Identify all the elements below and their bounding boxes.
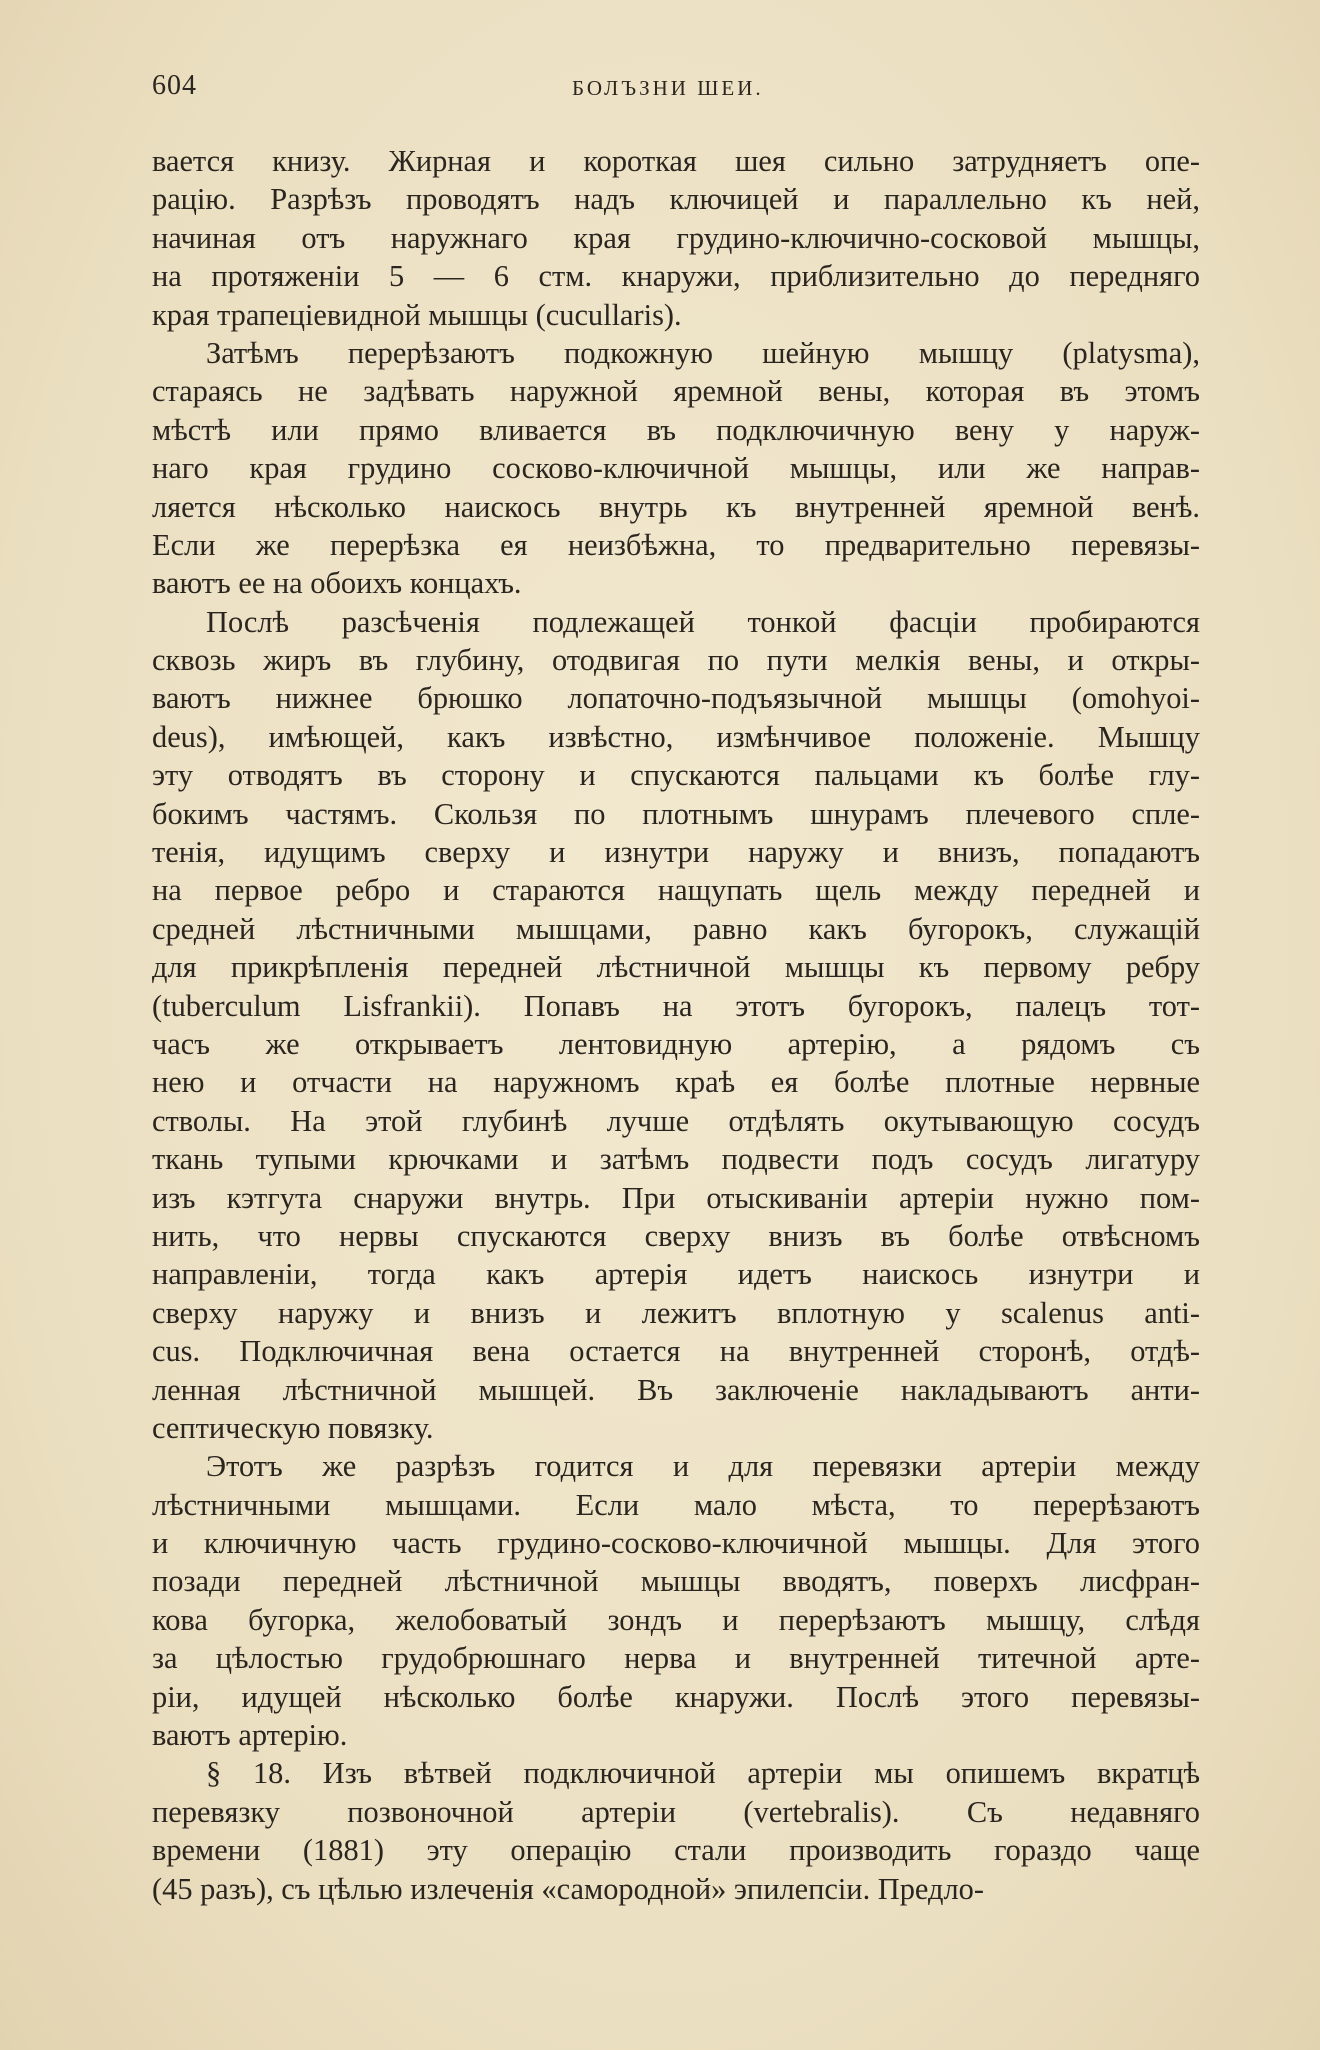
page-number: 604: [152, 70, 197, 101]
text-line: ткань тупыми крючками и затѣмъ подвести подъ сосудъ лигатуру: [152, 1142, 1200, 1177]
text-line: Послѣ разсѣченія подлежащей тонкой фасціи пробираются: [206, 604, 1200, 639]
text-line: лѣстничными мышцами. Если мало мѣста, то перерѣзаютъ: [152, 1487, 1200, 1522]
text-line: ваютъ ее на обоихъ концахъ.: [152, 566, 522, 601]
text-line: стволы. На этой глубинѣ лучше отдѣлять окутывающую сосудъ: [152, 1103, 1200, 1138]
text-line: нить, что нервы спускаются сверху внизъ въ болѣе отвѣсномъ: [152, 1218, 1200, 1253]
text-line: и ключичную часть грудино-сосково-ключичной мышцы. Для этого: [152, 1526, 1200, 1561]
text-line: изъ кэтгута снаружи внутрь. При отыскиваніи артеріи нужно пом-: [152, 1180, 1200, 1215]
text-line: часъ же открываетъ лентовидную артерію, а рядомъ съ: [152, 1026, 1200, 1061]
text-line: бокимъ частямъ. Скользя по плотнымъ шнурамъ плечевого спле-: [152, 796, 1200, 831]
text-line: сверху наружу и внизъ и лежитъ вплотную у scalenus anti-: [152, 1295, 1200, 1330]
text-line: Если же перерѣзка ея неизбѣжна, то предварительно перевязы-: [152, 527, 1200, 562]
text-line: сквозь жиръ въ глубину, отодвигая по пути мелкія вены, и откры-: [152, 643, 1200, 678]
text-line: ленная лѣстничной мышцей. Въ заключеніе накладываютъ анти-: [152, 1372, 1200, 1407]
text-line: эту отводятъ въ сторону и спускаются пальцами къ болѣе глу-: [152, 758, 1200, 793]
text-line: ріи, идущей нѣсколько болѣе кнаружи. Послѣ этого перевязы-: [152, 1679, 1200, 1714]
text-line: ваютъ нижнее брюшко лопаточно-подъязычной мышцы (omohyoi-: [152, 681, 1200, 716]
text-line: вается книзу. Жирная и короткая шея сильно затрудняетъ опе-: [152, 144, 1200, 178]
text-line: септическую повязку.: [152, 1410, 434, 1445]
text-line: позади передней лѣстничной мышцы вводятъ, поверхъ лисфран-: [152, 1564, 1200, 1599]
running-title: БОЛЪЗНИ ШЕИ.: [572, 76, 764, 100]
text-line: тенія, идущимъ сверху и изнутри наружу и внизъ, попадаютъ: [152, 835, 1200, 870]
text-line: Этотъ же разрѣзъ годится и для перевязки артеріи между: [206, 1449, 1200, 1484]
page-header: [152, 70, 1200, 110]
body-text: [152, 142, 1200, 1908]
text-line: края трапеціевидной мышцы (cucullaris).: [152, 297, 682, 332]
paragraph: [152, 603, 1200, 1448]
text-line: (45 разъ), съ цѣлью излеченія «самородной» эпилепсіи. Предло-: [152, 1871, 984, 1906]
text-line: ваютъ артерію.: [152, 1718, 348, 1753]
text-line: за цѣлостью грудобрюшнаго нерва и внутренней титечной арте-: [152, 1641, 1200, 1676]
text-line: cus. Подключичная вена остается на внутренней сторонѣ, отдѣ-: [152, 1334, 1200, 1369]
text-line: для прикрѣпленія передней лѣстничной мышцы къ первому ребру: [152, 950, 1200, 985]
paragraph: [152, 1754, 1200, 1908]
text-line: рацію. Разрѣзъ проводятъ надъ ключицей и параллельно къ ней,: [152, 182, 1200, 217]
paragraph: [152, 142, 1200, 334]
text-line: стараясь не задѣвать наружной яремной вены, которая въ этомъ: [152, 374, 1200, 409]
text-line: кова бугорка, желобоватый зондъ и перерѣзаютъ мышцу, слѣдя: [152, 1602, 1200, 1637]
paragraph: [152, 1447, 1200, 1754]
text-line: deus), имѣющей, какъ извѣстно, измѣнчивое положеніе. Мышцу: [152, 719, 1200, 754]
text-line: начиная отъ наружнаго края грудино-ключично-сосковой мышцы,: [152, 220, 1200, 255]
text-line: § 18. Изъ вѣтвей подключичной артеріи мы опишемъ вкратцѣ: [206, 1756, 1200, 1791]
text-line: на протяженіи 5 — 6 стм. кнаружи, приблизительно до передняго: [152, 259, 1200, 294]
text-line: направленіи, тогда какъ артерія идетъ наискось изнутри и: [152, 1257, 1200, 1292]
paragraph: [152, 334, 1200, 603]
text-line: средней лѣстничными мышцами, равно какъ бугорокъ, служащій: [152, 911, 1200, 946]
text-line: (tuberculum Lisfrankii). Попавъ на этотъ бугорокъ, палецъ тот-: [152, 988, 1200, 1023]
text-line: перевязку позвоночной артеріи (vertebralis). Съ недавняго: [152, 1794, 1200, 1829]
text-line: Затѣмъ перерѣзаютъ подкожную шейную мышцу (platysma),: [206, 335, 1200, 370]
text-line: мѣстѣ или прямо вливается въ подключичную вену у наруж-: [152, 412, 1200, 447]
text-line: времени (1881) эту операцію стали производить гораздо чаще: [152, 1833, 1200, 1868]
text-line: на первое ребро и стараются нащупать щель между передней и: [152, 873, 1200, 908]
text-line: нею и отчасти на наружномъ краѣ ея болѣе плотные нервные: [152, 1065, 1200, 1100]
text-line: наго края грудино сосково-ключичной мышцы, или же направ-: [152, 451, 1200, 486]
text-line: ляется нѣсколько наискось внутрь къ внутренней яремной венѣ.: [152, 489, 1200, 524]
